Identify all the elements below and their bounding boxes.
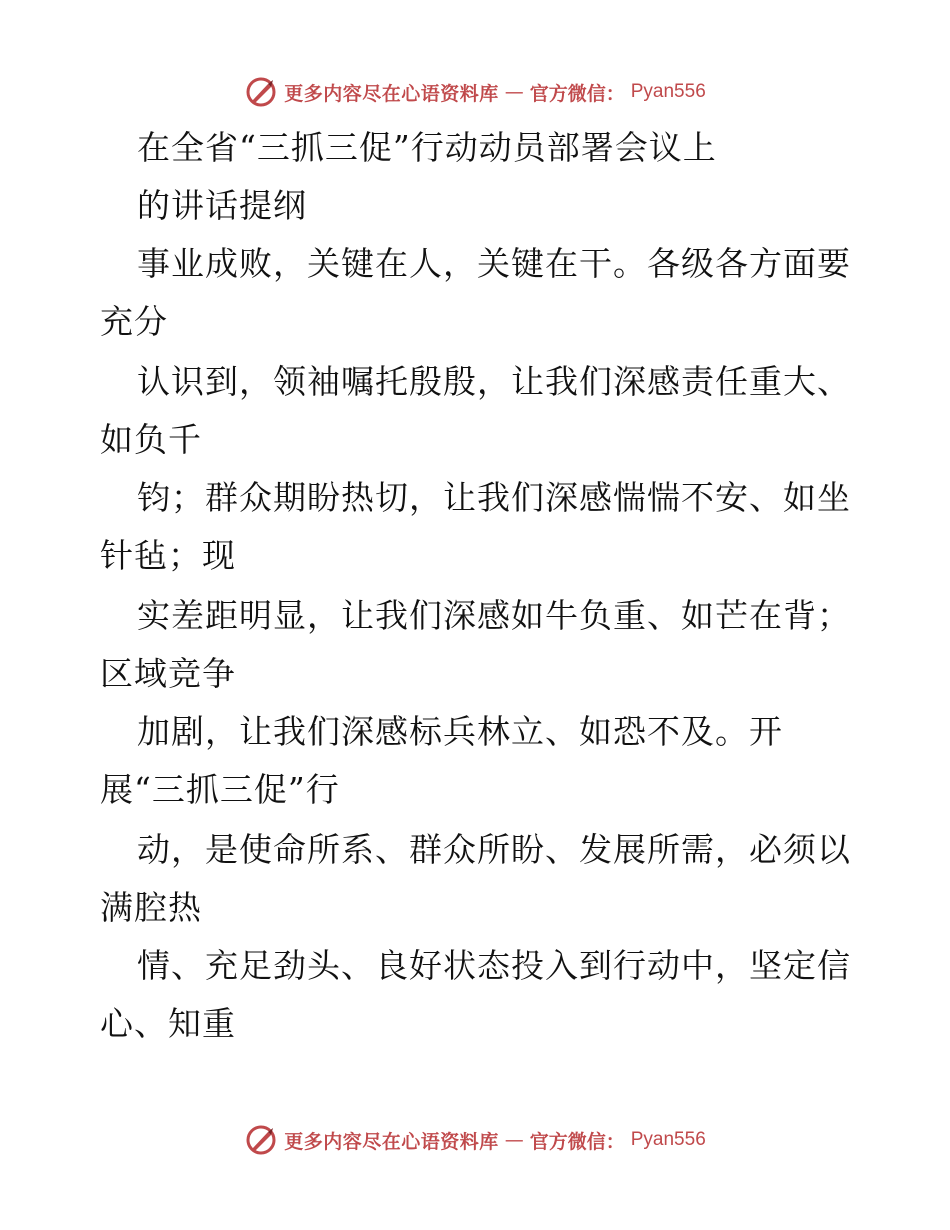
text-line: 心、知重 xyxy=(100,1004,236,1043)
watermark-dash: — xyxy=(504,81,524,103)
quill-logo-icon xyxy=(244,1123,278,1157)
watermark-wechat-id: Pyan556 xyxy=(630,1129,706,1150)
text-line: 针毡；现 xyxy=(100,536,236,575)
watermark-site-text: 更多内容尽在心语资料库 xyxy=(284,1130,499,1153)
quill-logo-icon xyxy=(244,75,278,109)
watermark-site-text: 更多内容尽在心语资料库 xyxy=(284,82,499,105)
text-line: 情、充足劲头、良好状态投入到行动中，坚定信 xyxy=(137,946,851,985)
footer-watermark xyxy=(0,1120,950,1160)
watermark-wechat-label: 官方微信： xyxy=(529,82,625,105)
header-watermark xyxy=(0,72,950,112)
text-line: 动，是使命所系、群众所盼、发展所需，必须以 xyxy=(137,830,851,869)
text-line: 充分 xyxy=(100,302,168,341)
text-line: 在全省“三抓三促”行动动员部署会议上 xyxy=(137,128,717,167)
text-line: 事业成败，关键在人，关键在干。各级各方面要 xyxy=(137,244,851,283)
watermark-wechat-id: Pyan556 xyxy=(630,81,706,102)
text-line: 满腔热 xyxy=(100,888,202,927)
watermark-wechat-label: 官方微信： xyxy=(529,1130,625,1153)
text-line: 区域竞争 xyxy=(100,654,236,693)
text-line: 如负千 xyxy=(100,420,202,459)
text-line: 钧；群众期盼热切，让我们深感惴惴不安、如坐 xyxy=(137,478,851,517)
text-line: 的讲话提纲 xyxy=(137,186,307,225)
watermark-dash: — xyxy=(504,1129,524,1151)
text-line: 展“三抓三促”行 xyxy=(100,770,340,809)
text-line: 加剧，让我们深感标兵林立、如恐不及。开 xyxy=(137,712,783,751)
text-line: 实差距明显，让我们深感如牛负重、如芒在背； xyxy=(137,596,851,635)
text-line: 认识到，领袖嘱托殷殷，让我们深感责任重大、 xyxy=(137,362,851,401)
